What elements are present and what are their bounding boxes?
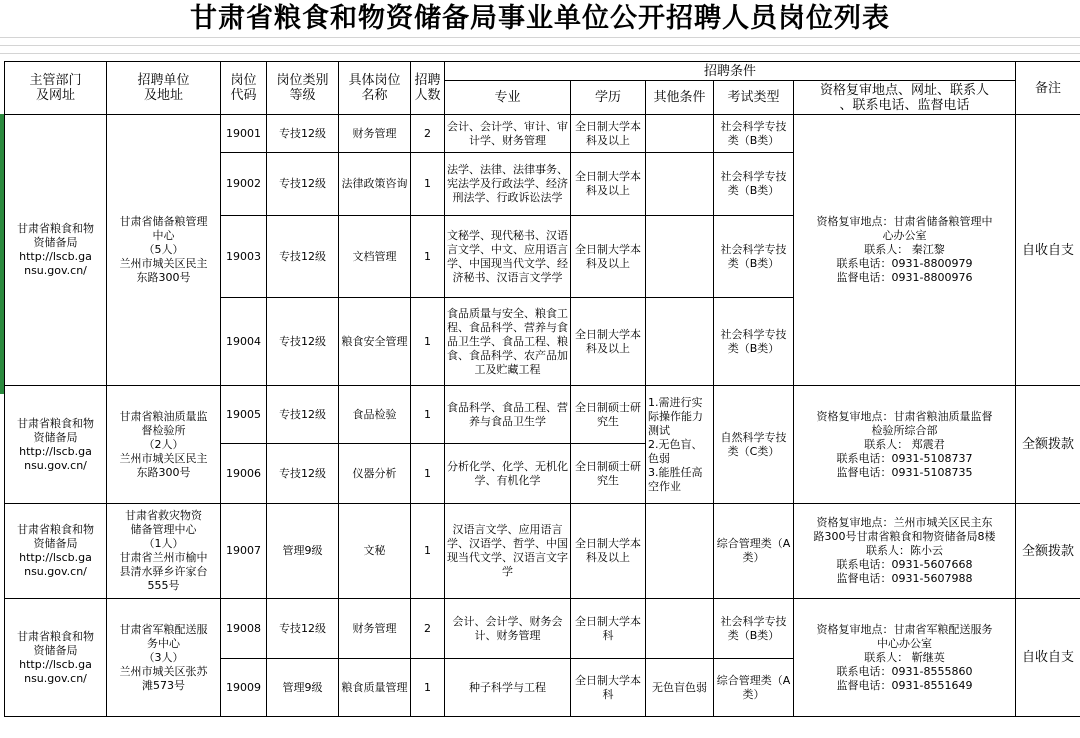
post-education: 全日制大学本科及以上 [571,153,646,216]
post-code: 19003 [221,216,267,298]
post-education: 全日制大学本科及以上 [571,115,646,153]
post-education: 全日制硕士研究生 [571,444,646,504]
post-other-conditions: 1.需进行实 际操作能力 测试 2.无色盲、 色弱 3.能胜任高 空作业 [646,386,714,504]
post-count: 2 [411,599,445,659]
header-edu: 学历 [571,81,646,115]
post-code: 19006 [221,444,267,504]
post-grade: 专技12级 [267,216,339,298]
post-name: 粮食安全管理 [339,298,411,386]
post-major: 食品科学、食品工程、营养与食品卫生学 [445,386,571,444]
post-education: 全日制大学本科及以上 [571,504,646,599]
post-name: 文秘 [339,504,411,599]
post-count: 1 [411,153,445,216]
post-major: 种子科学与工程 [445,659,571,717]
post-exam-type: 社会科学专技类（B类） [714,298,794,386]
post-other-conditions [646,298,714,386]
post-major: 法学、法律、法律事务、宪法学及行政法学、经济刑法学、行政诉讼法学 [445,153,571,216]
header-review: 资格复审地点、网址、联系人 、联系电话、监督电话 [794,81,1016,115]
review-cell: 资格复审地点：甘肃省储备粮管理中 心办公室 联系人： 秦江黎 联系电话：0931-8800979 监督电话：0931-8800976 [794,115,1016,386]
post-count: 2 [411,115,445,153]
table-row [5,504,1080,599]
dept-cell: 甘肃省粮食和物 资储备局 http://lscb.ga nsu.gov.cn/ [5,504,107,599]
post-other-conditions [646,216,714,298]
unit-cell: 甘肃省救灾物资 储备管理中心 （1人） 甘肃省兰州市榆中 县清水驿乡许家台 555号 [107,504,221,599]
header-conditions: 招聘条件 [445,62,1016,81]
post-count: 1 [411,659,445,717]
post-other-conditions [646,115,714,153]
post-code: 19009 [221,659,267,717]
header-post: 具体岗位 名称 [339,62,411,115]
note-cell: 全额拨款 [1016,386,1080,504]
post-major: 分析化学、化学、无机化学、有机化学 [445,444,571,504]
header-row-1 [5,62,1080,81]
post-code: 19007 [221,504,267,599]
review-cell: 资格复审地点：甘肃省军粮配送服务 中心办公室 联系人： 靳继英 联系电话：0931-8555860 监督电话：0931-8551649 [794,599,1016,717]
header-dept: 主管部门 及网址 [5,62,107,115]
post-major: 会计、会计学、审计、审计学、财务管理 [445,115,571,153]
header-grade: 岗位类别 等级 [267,62,339,115]
post-code: 19004 [221,298,267,386]
dept-cell: 甘肃省粮食和物 资储备局 http://lscb.ga nsu.gov.cn/ [5,386,107,504]
post-other-conditions [646,599,714,659]
header-major: 专业 [445,81,571,115]
post-exam-type: 综合管理类（A类） [714,659,794,717]
header-unit: 招聘单位 及地址 [107,62,221,115]
header-other: 其他条件 [646,81,714,115]
post-exam-type: 自然科学专技类（C类） [714,386,794,504]
header-exam: 考试类型 [714,81,794,115]
table-row [5,115,1080,153]
post-major: 会计、会计学、财务会计、财务管理 [445,599,571,659]
post-grade: 管理9级 [267,504,339,599]
note-cell: 自收自支 [1016,599,1080,717]
note-cell: 自收自支 [1016,115,1080,386]
note-cell: 全额拨款 [1016,504,1080,599]
post-exam-type: 社会科学专技类（B类） [714,115,794,153]
post-count: 1 [411,504,445,599]
post-grade: 专技12级 [267,599,339,659]
post-name: 财务管理 [339,599,411,659]
unit-cell: 甘肃省粮油质量监 督检验所 （2人） 兰州市城关区民主 东路300号 [107,386,221,504]
post-exam-type: 社会科学专技类（B类） [714,153,794,216]
post-grade: 专技12级 [267,444,339,504]
recruitment-table [4,61,1080,717]
header-code: 岗位 代码 [221,62,267,115]
post-grade: 管理9级 [267,659,339,717]
post-grade: 专技12级 [267,298,339,386]
post-major: 文秘学、现代秘书、汉语言文学、中文、应用语言学、中国现当代文学、经济秘书、汉语言文学学 [445,216,571,298]
post-education: 全日制大学本科 [571,659,646,717]
post-education: 全日制大学本科 [571,599,646,659]
post-count: 1 [411,386,445,444]
dept-cell: 甘肃省粮食和物 资储备局 http://lscb.ga nsu.gov.cn/ [5,115,107,386]
post-education: 全日制硕士研究生 [571,386,646,444]
header-note: 备注 [1016,62,1080,115]
post-name: 食品检验 [339,386,411,444]
post-code: 19001 [221,115,267,153]
post-other-conditions [646,504,714,599]
post-grade: 专技12级 [267,386,339,444]
post-name: 仪器分析 [339,444,411,504]
post-grade: 专技12级 [267,153,339,216]
post-name: 粮食质量管理 [339,659,411,717]
dept-cell: 甘肃省粮食和物 资储备局 http://lscb.ga nsu.gov.cn/ [5,599,107,717]
table-row [5,599,1080,659]
post-major: 汉语言文学、应用语言学、汉语学、哲学、中国现当代文学、汉语言文字学 [445,504,571,599]
sheet-gridlines [0,37,1080,61]
post-name: 法律政策咨询 [339,153,411,216]
post-major: 食品质量与安全、粮食工程、食品科学、营养与食品卫生学、食品工程、粮食、食品科学、农产品加工及贮藏工程 [445,298,571,386]
post-code: 19008 [221,599,267,659]
post-count: 1 [411,216,445,298]
post-code: 19002 [221,153,267,216]
unit-cell: 甘肃省储备粮管理 中心 （5人） 兰州市城关区民主 东路300号 [107,115,221,386]
post-code: 19005 [221,386,267,444]
post-other-conditions: 无色盲色弱 [646,659,714,717]
post-exam-type: 社会科学专技类（B类） [714,216,794,298]
post-grade: 专技12级 [267,115,339,153]
post-education: 全日制大学本科及以上 [571,216,646,298]
table-row [5,386,1080,444]
post-other-conditions [646,153,714,216]
post-exam-type: 综合管理类（A类） [714,504,794,599]
post-name: 财务管理 [339,115,411,153]
post-exam-type: 社会科学专技类（B类） [714,599,794,659]
review-cell: 资格复审地点：甘肃省粮油质量监督 检验所综合部 联系人： 郑震君 联系电话：0931-5108737 监督电话：0931-5108735 [794,386,1016,504]
post-count: 1 [411,444,445,504]
header-num: 招聘 人数 [411,62,445,115]
post-education: 全日制大学本科及以上 [571,298,646,386]
review-cell: 资格复审地点：兰州市城关区民主东 路300号甘肃省粮食和物资储备局8楼 联系人：陈小云 联系电话：0931-5607668 监督电话：0931-5607988 [794,504,1016,599]
post-count: 1 [411,298,445,386]
page-title: 甘肃省粮食和物资储备局事业单位公开招聘人员岗位列表 [190,3,890,34]
unit-cell: 甘肃省军粮配送服 务中心 （3人） 兰州市城关区张苏 滩573号 [107,599,221,717]
post-name: 文档管理 [339,216,411,298]
